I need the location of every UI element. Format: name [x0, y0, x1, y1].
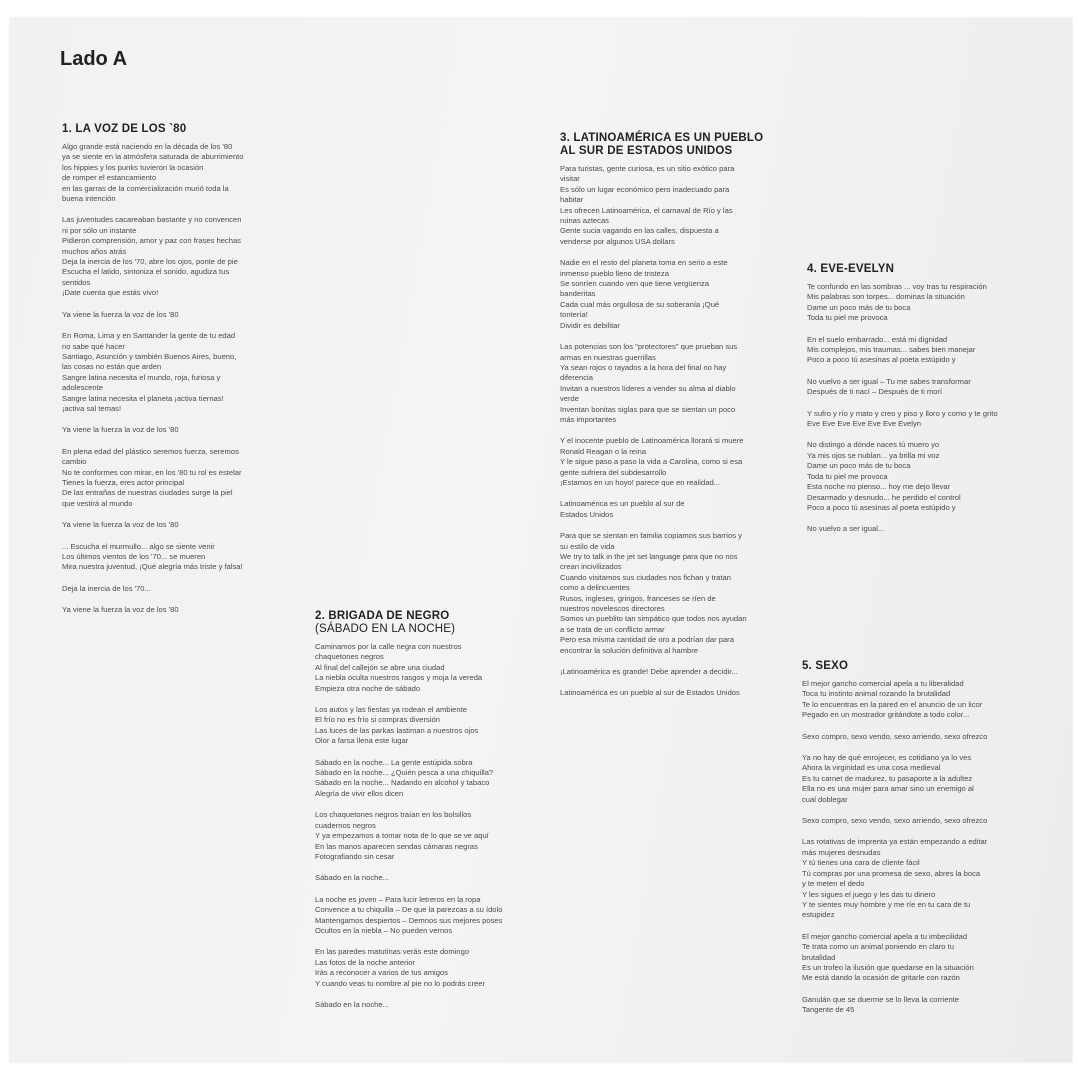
lyric-line: no sabe qué hacer — [62, 341, 125, 351]
lyric-line: estupidez — [802, 910, 835, 920]
lyric-line: No te conformes con mirar, en los '80 tu rol es estelar — [62, 467, 242, 477]
verse — [560, 667, 790, 677]
lyric-line: Dame un poco más de tu boca — [807, 461, 911, 471]
lyric-line: La noche es joven – Para lucir letreros en la ropa — [315, 894, 481, 904]
lyric-line: ¡activa sal temas! — [62, 403, 122, 413]
lyric-line: Esta noche no pienso... hoy me dejo llevar — [807, 482, 951, 492]
lyric-line: Olor a farsa llena este lugar — [315, 736, 409, 746]
lyric-line: Y cuando veas tu nombre al pie no lo podrás creer — [315, 978, 485, 988]
lyric-line: Sangre latina necesita el planeta ¡activa tiernas! — [62, 393, 224, 403]
verse — [560, 688, 790, 698]
lyric-line: Invitan a nuestros líderes a vender su alma al diablo — [560, 383, 736, 393]
lyric-line: cual doblegar — [802, 794, 848, 804]
song-title — [315, 610, 545, 636]
verse — [807, 440, 1037, 513]
lyric-line: crean incivilizados — [560, 562, 622, 572]
lyric-line: Mantengamos despiertos – Demnos sus mejores poses — [315, 915, 503, 925]
lyric-line: Te lo encuentras en la pared en el anuncio de un licor — [802, 699, 983, 709]
lyric-line: ni por sólo un instante — [62, 225, 137, 235]
song-lyrics — [802, 679, 1042, 1016]
lyric-line: Los autos y las fiestas ya rodean el ambiente — [315, 705, 467, 715]
verse — [315, 947, 545, 989]
lyric-line: Ella no es una mujer para amar sino un enemigo al — [802, 784, 974, 794]
lyric-line: Ya sean rojos o rayados a la hora del final no hay — [560, 362, 727, 372]
verse — [315, 810, 545, 862]
lyric-line: Te trata como un animal poniendo en claro tu — [802, 942, 954, 952]
lyric-line: Algo grande está naciendo en la década de los '80 — [62, 142, 233, 151]
lyric-line: cuadernos negros — [315, 820, 376, 830]
lyric-line: diferencia — [560, 373, 593, 383]
verse — [315, 873, 545, 883]
lyric-line: venderse por algunos USA dollars — [560, 236, 675, 246]
verse — [62, 215, 292, 298]
song-subtitle: (SÁBADO EN LA NOCHE) — [315, 623, 456, 635]
song-title — [560, 132, 790, 158]
lyric-line: Alegría de vivir ellos dicen — [315, 788, 404, 798]
verse — [62, 605, 292, 615]
lyric-line: los hippies y los punks tuvieron la ocasión — [62, 162, 204, 172]
lyric-line: El frío no es frío si compras diversión — [315, 715, 440, 725]
lyric-line: No vuelvo a ser igual... — [807, 524, 885, 534]
lyric-line: a se trata de un conflicto armar — [560, 624, 665, 634]
lyric-line: Ya viene la fuerza la voz de los '80 — [62, 425, 179, 435]
lyric-line: Es sólo un lugar económico pero inadecuado para — [560, 184, 730, 194]
verse — [560, 258, 790, 331]
song-block — [802, 660, 1042, 1027]
verse — [807, 377, 1037, 398]
lyric-line: Las fotos de la noche anterior — [315, 957, 416, 967]
lyric-line: Deja la inercia de los '70... — [62, 583, 151, 593]
lyric-line: que vestirá al mundo — [62, 498, 133, 508]
lyric-line: No vuelvo a ser igual – Tu me sabes transformar — [807, 376, 971, 386]
lyric-line: Poco a poco tú asesinas al poeta estúpido y — [807, 355, 956, 365]
lyric-line: Toda tu piel me provoca — [807, 471, 888, 481]
song-lyrics — [807, 282, 1037, 535]
verse — [802, 679, 1042, 721]
lyric-line: Ocultos en la niebla – No pueden vernos — [315, 925, 453, 935]
lyric-line: gente sufriera del subdesarrollo — [560, 467, 667, 477]
lyric-sheet — [10, 18, 1072, 1062]
lyric-line: Y sufro y río y mato y creo y piso y lloro y como y te grito — [807, 408, 998, 418]
lyric-line: Pegado en un mostrador gritándote a todo color... — [802, 710, 970, 720]
lyric-line: Santiago, Asunción y también Buenos Aires, bueno, — [62, 351, 237, 361]
verse — [315, 1000, 545, 1010]
lyric-line: Ya viene la fuerza la voz de los '80 — [62, 520, 179, 530]
lyric-line: El mejor gancho comercial apela a tu imbecilidad — [802, 931, 968, 941]
lyric-line: nuestros novelescos directores — [560, 604, 665, 614]
lyric-line: Ya viene la fuerza la voz de los '80 — [62, 309, 179, 319]
song-block — [62, 123, 292, 627]
verse — [802, 932, 1042, 984]
lyric-line: banderitas — [560, 289, 596, 299]
lyric-line: tontería! — [560, 310, 588, 320]
lyric-line: verde — [560, 394, 579, 404]
lyric-line: Sábado en la noche... — [315, 999, 389, 1009]
lyric-line: más mujeres desnudas — [802, 847, 881, 857]
lyric-line: ruinas aztecas — [560, 216, 609, 226]
verse — [560, 342, 790, 425]
lyric-line: Para turistas, gente curiosa, es un sitio exótico para — [560, 164, 735, 173]
lyric-line: Ya mis ojos se nublan... ya brilla mi voz — [807, 450, 940, 460]
lyric-line: Gente sucia vagando en las calles, dispuesta a — [560, 226, 719, 236]
lyric-line: Ahora la virginidad es una cosa medieval — [802, 763, 941, 773]
lyric-line: Es tu carnet de madurez, tu pasaporte a la adultez — [802, 773, 973, 783]
lyric-line: Nadie en el resto del planeta toma en serio a este — [560, 258, 728, 268]
lyric-line: Rusos, ingleses, gringos, franceses se ríen de — [560, 593, 716, 603]
lyric-line: Y le sigue paso a paso la vida a Carolina, como si esa — [560, 457, 743, 467]
lyric-line: Inventan bonitas siglas para que se sientan un poco — [560, 404, 736, 414]
song-block — [315, 610, 545, 1021]
song-lyrics — [62, 142, 292, 616]
song-lyrics — [560, 164, 790, 699]
lyric-line: Ya no hay de qué enrojecer, es cotidiano ya lo ves — [802, 753, 972, 763]
lyric-line: Toca tu instinto animal rozando la brutalidad — [802, 689, 951, 699]
lyric-line: Y te sientes muy hombre y me ríe en tu cara de tu — [802, 899, 971, 909]
lyric-line: más importantes — [560, 414, 617, 424]
lyric-line: Se sonríen cuando ven que tiene vergüenza — [560, 279, 710, 289]
lyric-line: Escucha el latido, sintoniza el sonido, agudiza tus — [62, 267, 230, 277]
verse — [315, 895, 545, 937]
lyric-line: Sábado en la noche... La gente estúpida sobra — [315, 757, 473, 767]
lyric-line: como a delincuentes — [560, 583, 630, 593]
verse — [62, 142, 292, 204]
lyric-line: Fotografiando sin cesar — [315, 851, 395, 861]
lyric-line: ya se siente en la atmósfera saturada de aburrimiento — [62, 152, 244, 162]
lyric-line: Los últimos vientos de los '70... se mueren — [62, 552, 206, 561]
lyric-line: Y tú tienes una cara de cliente fácil — [802, 858, 920, 868]
verse — [802, 753, 1042, 805]
verse — [62, 542, 292, 573]
lyric-line: Me está dando la ocasión de gritarle con razón — [802, 973, 960, 983]
lyric-line: Los chaquetones negros traían en los bolsillos — [315, 810, 472, 820]
lyric-line: Y ya empezamos a tomar nota de lo que se ve aquí — [315, 831, 489, 841]
lyric-line: No distingo a dónde naces tú muero yo — [807, 440, 940, 450]
song-title — [62, 123, 292, 136]
lyric-line: Mis palabras son torpes... dominas la situación — [807, 292, 965, 302]
lyric-line: Sábado en la noche... ¿Quién pesca a una chiquilla? — [315, 768, 494, 778]
verse — [560, 164, 790, 247]
lyric-line: y te meten el dedo — [802, 879, 865, 889]
lyric-line: Sábado en la noche... — [315, 873, 389, 883]
lyric-line: Latinoamérica es un pueblo al sur de — [560, 499, 685, 509]
lyric-line: Toda tu piel me provoca — [807, 313, 888, 323]
verse — [62, 310, 292, 320]
verse — [62, 520, 292, 530]
verse — [315, 642, 545, 694]
lyric-line: Sexo compro, sexo vendo, sexo arriendo, sexo ofrezco — [802, 816, 988, 826]
lyric-line: Mira nuestra juventud, ¡Qué alegría más triste y falsa! — [62, 562, 243, 572]
lyric-line: El mejor gancho comercial apela a tu liberalidad — [802, 679, 964, 688]
lyric-line: Poco a poco tú asesinas al poeta estúpido y — [807, 502, 956, 512]
lyric-line: Eve Eve Eve Eve Eve Eve Evelyn — [807, 419, 921, 429]
lyric-line: ... Escucha el murmullo... algo se siente venir — [62, 541, 215, 551]
lyric-line: Sangre latina necesita el mundo, roja, furiosa y — [62, 372, 221, 382]
song-title-main: 5. SEXO — [802, 660, 849, 672]
lyric-line: Para que se sientan en familia copiamos sus barrios y — [560, 531, 742, 541]
verse — [802, 816, 1042, 826]
lyric-line: inmenso pueblo lleno de tristeza — [560, 268, 669, 278]
lyric-line: Ronald Reagan o la reina — [560, 446, 647, 456]
verse — [560, 531, 790, 656]
lyric-line: Las luces de las parkas lastiman a nuestros ojos — [315, 725, 479, 735]
lyric-line: Empieza otra noche de sábado — [315, 683, 421, 693]
lyric-line: Ganulán que se duerme se lo lleva la corriente — [802, 994, 960, 1004]
song-block — [807, 263, 1037, 546]
lyric-line: En el suelo embarrado... está mi dignidad — [807, 334, 948, 344]
lyric-line: buena intención — [62, 194, 116, 204]
verse — [560, 499, 790, 520]
lyric-line: Desarmado y desnudo... he perdido el control — [807, 492, 961, 502]
lyric-line: Estados Unidos — [560, 509, 614, 519]
lyric-line: armas en nuestras guerrillas — [560, 352, 656, 362]
lyric-line: Sexo compro, sexo vendo, sexo arriendo, sexo ofrezco — [802, 731, 988, 741]
lyric-line: cambio — [62, 457, 87, 467]
verse — [62, 331, 292, 414]
song-lyrics — [315, 642, 545, 1010]
lyric-line: Las potencias son los "protectores" que prueban sus — [560, 342, 738, 352]
lyric-line: Caminamos por la calle negra con nuestros — [315, 642, 462, 651]
lyric-line: Les ofrecen Latinoamérica, el carnaval de Río y las — [560, 205, 733, 215]
lyric-line: Es un trofeo la ilusión que quedarse en la situación — [802, 962, 974, 972]
lyric-line: Cada cual más orgullosa de su soberanía ¡Qué — [560, 299, 720, 309]
lyric-line: su estilo de vida — [560, 541, 615, 551]
lyric-line: En las paredes matutinas verás este domingo — [315, 947, 470, 957]
song-title-main: 1. LA VOZ DE LOS `80 — [62, 123, 187, 135]
lyric-line: Las rotativas de imprenta ya están empezando a editar — [802, 837, 988, 847]
lyric-line: Dividir es debilitar — [560, 320, 620, 330]
lyric-line: Dame un poco más de tu boca — [807, 302, 911, 312]
verse — [802, 995, 1042, 1016]
song-title — [802, 660, 1042, 673]
song-block — [560, 132, 790, 710]
lyric-line: sentidos — [62, 277, 91, 287]
lyric-line: Las juventudes cacareaban bastante y no convencen — [62, 215, 242, 225]
lyric-line: De las entrañas de nuestras ciudades surge la piel — [62, 488, 233, 498]
verse — [560, 436, 790, 488]
song-title-main: 3. LATINOAMÉRICA ES UN PUEBLO — [560, 132, 764, 144]
side-title: Lado A — [60, 48, 128, 70]
lyric-line: Y les sigues el juego y les das tu dinero — [802, 889, 936, 899]
lyric-line: habitar — [560, 195, 584, 205]
lyric-line: Convence a tu chiquilla – De que la parezcas a su ídolo — [315, 905, 503, 915]
lyric-line: las cosas no están que arden — [62, 362, 162, 372]
verse — [315, 758, 545, 800]
lyric-line: ¡Estamos en un hoyo! parece que en realidad... — [560, 477, 720, 487]
lyric-line: Tangente de 45 — [802, 1005, 855, 1015]
verse — [807, 524, 1037, 534]
lyric-line: encontrar la solución definitiva al hambre — [560, 645, 699, 655]
lyric-line: chaquetones negros — [315, 652, 384, 662]
lyric-line: Tú compras por una promesa de sexo, abres la boca — [802, 868, 981, 878]
lyric-line: muchos años atrás — [62, 246, 127, 256]
lyric-line: Te confundo en las sombras ... voy tras tu respiración — [807, 282, 987, 291]
lyric-line: en las garras de la comercialización murió toda la — [62, 183, 229, 193]
lyric-line: Deja la inercia de los '70, abre los ojos, ponte de pie — [62, 257, 238, 267]
song-title-main: 2. BRIGADA DE NEGRO — [315, 610, 450, 622]
lyric-line: de romper el estancamiento — [62, 173, 157, 183]
lyric-line: Al final del callejón se abre una ciudad — [315, 662, 445, 672]
lyric-line: La niebla oculta nuestros rasgos y moja la vereda — [315, 673, 483, 683]
verse — [807, 409, 1037, 430]
verse — [802, 732, 1042, 742]
lyric-line: ¡Date cuenta que estás vivo! — [62, 288, 159, 298]
song-subtitle: AL SUR DE ESTADOS UNIDOS — [560, 145, 733, 157]
verse — [315, 705, 545, 747]
lyric-line: Pero esa misma cantidad de oro a podrían dar para — [560, 635, 734, 645]
verse — [62, 425, 292, 435]
lyric-line: Irás a reconocer a varios de tus amigos — [315, 968, 448, 978]
lyric-line: En Roma, Lima y en Santander la gente de tu edad — [62, 331, 236, 341]
verse — [62, 447, 292, 509]
lyric-line: Cuando visitamos sus ciudades nos fichan y tratan — [560, 572, 731, 582]
lyric-line: Después de ti nací – Después de ti morí — [807, 387, 943, 397]
song-title-main: 4. EVE-EVELYN — [807, 263, 895, 275]
verse — [62, 584, 292, 594]
verse — [807, 282, 1037, 324]
lyric-line: En plena edad del plástico seremos fuerza, seremos — [62, 446, 239, 456]
lyric-line: Latinoamérica es un pueblo al sur de Estados Unidos — [560, 688, 740, 698]
song-title — [807, 263, 1037, 276]
lyric-line: Y el inocente pueblo de Latinoamérica llorará si muere — [560, 436, 744, 446]
lyric-line: visitar — [560, 174, 580, 184]
lyric-line: Somos un pueblito tan simpático que todos nos ayudan — [560, 614, 747, 624]
lyric-line: Tienes la fuerza, eres actor principal — [62, 477, 185, 487]
lyric-line: Ya viene la fuerza la voz de los '80 — [62, 605, 179, 615]
lyric-line: adolescente — [62, 383, 103, 393]
lyric-line: brutalidad — [802, 952, 836, 962]
verse — [807, 335, 1037, 366]
lyric-line: ¡Latinoamérica es grande! Debe aprender a decidir... — [560, 667, 738, 677]
lyric-line: Sábado en la noche... Nadando en alcohol y tabaco — [315, 778, 490, 788]
lyric-line: En las manos aparecen sendas cámaras negras — [315, 841, 478, 851]
verse — [802, 837, 1042, 920]
lyric-line: We try to talk in the jet set language para que no nos — [560, 552, 738, 561]
lyric-line: Pidieron comprensión, amor y paz con frases hechas — [62, 236, 241, 246]
lyric-line: Mis complejos, mis traumas... sabes bien manejar — [807, 345, 976, 355]
